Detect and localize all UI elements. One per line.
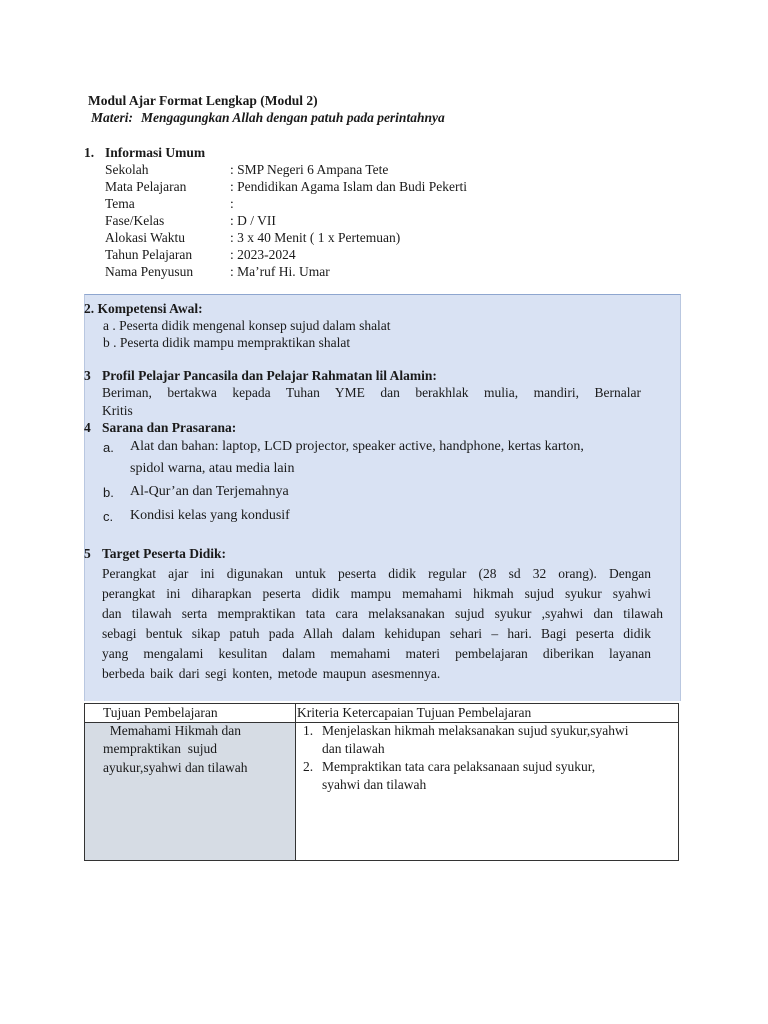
info-value-alokasi-waktu: : 3 x 40 Menit ( 1 x Pertemuan) <box>230 230 401 245</box>
info-label-tema: Tema <box>105 196 135 211</box>
kriteria-1-line-1: Menjelaskan hikmah melaksanakan sujud syukur,syahwi <box>322 723 629 738</box>
kompetensi-item-a: a . Peserta didik mengenal konsep sujud dalam shalat <box>103 318 391 333</box>
info-value-fase-kelas: : D / VII <box>230 213 276 228</box>
info-label-sekolah: Sekolah <box>105 162 149 177</box>
materi-label: Materi: <box>91 110 133 125</box>
info-label-mata-pelajaran: Mata Pelajaran <box>105 179 187 194</box>
target-line-1: Perangkat ajar ini digunakan untuk peserta didik regular (28 sd 32 orang). Dengan <box>102 566 651 581</box>
info-value-sekolah: : SMP Negeri 6 Ampana Tete <box>230 162 389 177</box>
target-line-5: yang mengalami kesulitan dalam memahami materi pembelajaran diberikan layanan <box>102 646 651 661</box>
kompetensi-item-b: b . Peserta didik mampu mempraktikan shalat <box>103 335 351 350</box>
section-3-title: Profil Pelajar Pancasila dan Pelajar Rahmatan lil Alamin: <box>102 368 437 383</box>
tujuan-line-2: mempraktikan sujud <box>103 741 217 756</box>
target-line-4: sebagi bentuk sikap patuh pada Allah dalam kehidupan sehari – hari. Bagi peserta didik <box>102 626 651 641</box>
tujuan-line-1: Memahami Hikmah dan <box>103 723 241 738</box>
sarana-item-a-line-1: Alat dan bahan: laptop, LCD projector, speaker active, handphone, kertas karton, <box>130 439 584 454</box>
document-title: Modul Ajar Format Lengkap (Modul 2) <box>88 93 318 108</box>
target-line-3: dan tilawah serta mempraktikan tata cara melaksanakan sujud syukur ,syahwi dan tilawah <box>102 606 663 621</box>
materi-line <box>91 110 445 126</box>
kriteria-1-number: 1. <box>303 723 314 738</box>
section-3-number: 3 <box>84 368 91 383</box>
info-label-alokasi-waktu: Alokasi Waktu <box>105 230 186 245</box>
profil-text-line-1: Beriman, bertakwa kepada Tuhan YME dan berakhlak mulia, mandiri, Bernalar <box>102 385 641 400</box>
info-value-mata-pelajaran: : Pendidikan Agama Islam dan Budi Pekerti <box>230 179 467 194</box>
info-label-nama-penyusun: Nama Penyusun <box>105 264 194 279</box>
info-value-tahun-pelajaran: : 2023-2024 <box>230 247 296 262</box>
section-1-title: Informasi Umum <box>105 145 206 160</box>
sarana-marker-b: b. <box>103 485 114 500</box>
kriteria-1-line-2: dan tilawah <box>322 741 385 756</box>
info-value-nama-penyusun: : Ma’ruf Hi. Umar <box>230 264 330 279</box>
materi-value: Mengagungkan Allah dengan patuh pada perintahnya <box>141 110 445 125</box>
sarana-item-b: Al-Qur’an dan Terjemahnya <box>130 484 289 499</box>
sarana-marker-a: a. <box>103 440 114 455</box>
section-2-title: 2. Kompetensi Awal: <box>84 301 203 316</box>
table-header-kriteria: Kriteria Ketercapaian Tujuan Pembelajaran <box>297 705 532 720</box>
profil-text-line-2: Kritis <box>102 403 133 418</box>
sarana-marker-c: c. <box>103 509 114 524</box>
sarana-item-c: Kondisi kelas yang kondusif <box>130 508 290 523</box>
section-4-number: 4 <box>84 420 91 435</box>
section-5-title: Target Peserta Didik: <box>102 546 226 561</box>
info-label-fase-kelas: Fase/Kelas <box>105 213 165 228</box>
target-line-2: perangkat ini diharapkan peserta didik mampu memahami hikmah sujud syukur syahwi <box>102 586 651 601</box>
info-label-tahun-pelajaran: Tahun Pelajaran <box>105 247 193 262</box>
sarana-item-a-line-2: spidol warna, atau media lain <box>130 461 295 476</box>
kriteria-2-number: 2. <box>303 759 314 774</box>
info-value-tema: : <box>230 196 234 211</box>
section-4-title: Sarana dan Prasarana: <box>102 420 237 435</box>
table-column-divider <box>295 704 296 860</box>
target-line-6: berbeda baik dari segi konten, metode maupun asesmennya. <box>102 666 441 681</box>
section-1-number: 1. <box>84 145 95 160</box>
kriteria-2-line-1: Mempraktikan tata cara pelaksanaan sujud syukur, <box>322 759 596 774</box>
table-header-tujuan: Tujuan Pembelajaran <box>103 705 218 720</box>
kriteria-2-line-2: syahwi dan tilawah <box>322 777 427 792</box>
section-5-number: 5 <box>84 546 91 561</box>
tujuan-line-3: ayukur,syahwi dan tilawah <box>103 760 248 775</box>
